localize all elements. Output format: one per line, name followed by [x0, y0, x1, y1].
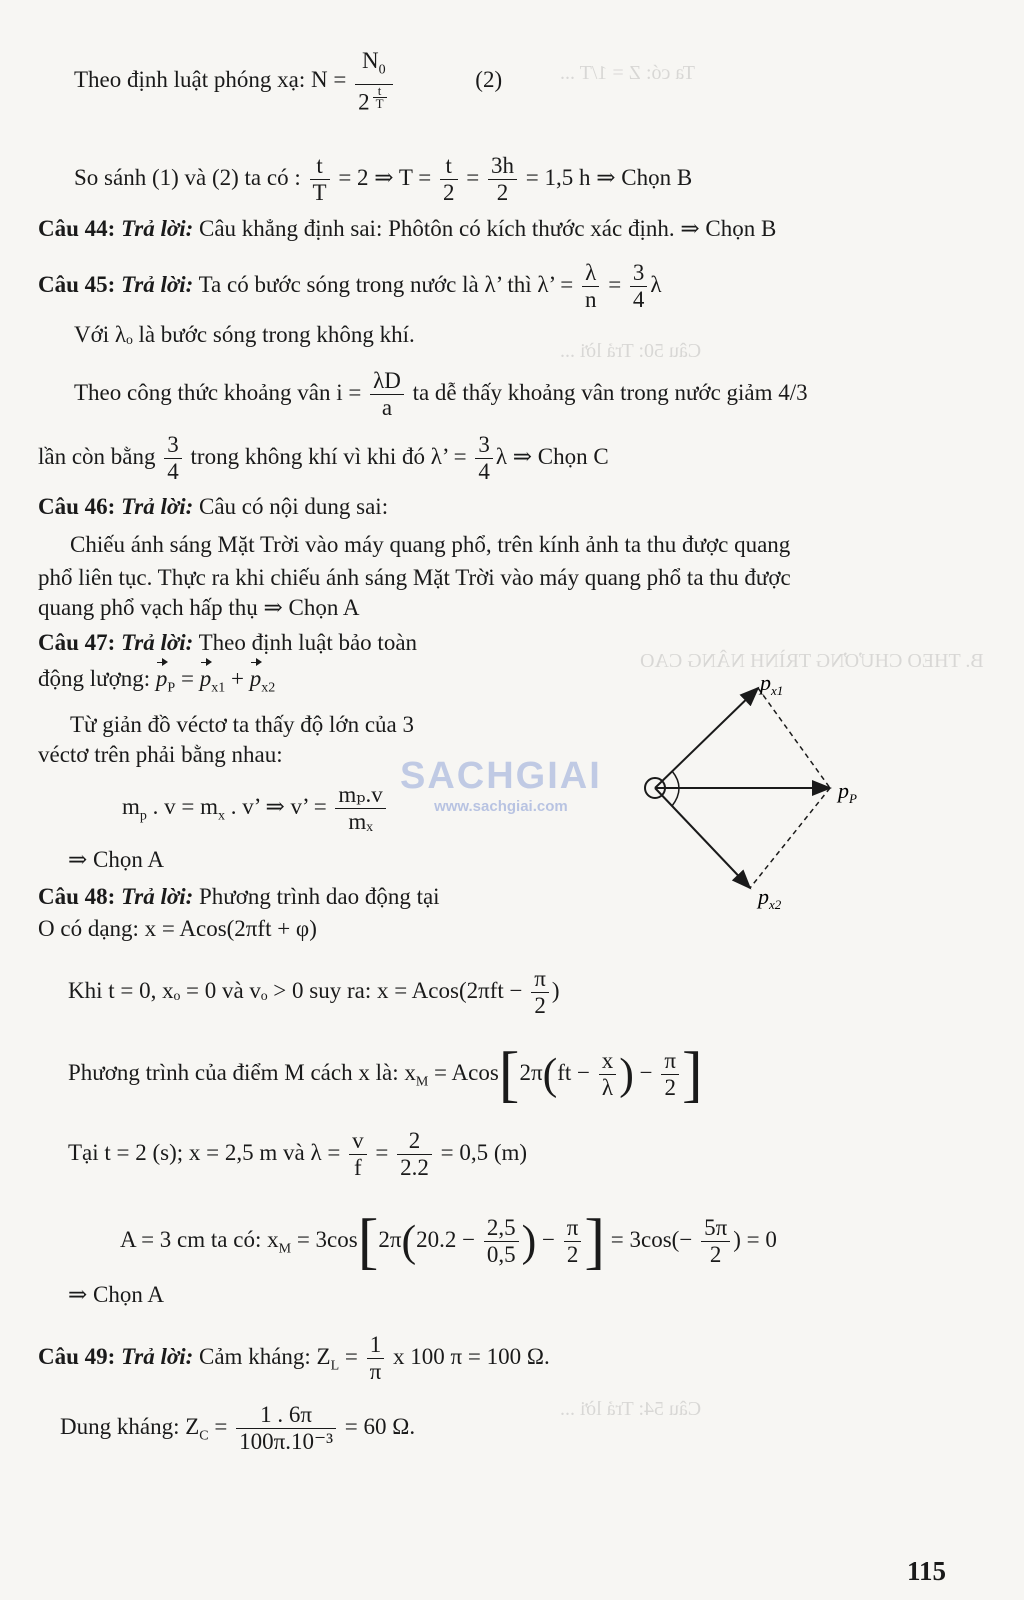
question-45-line-3: Theo công thức khoảng vân i = $\frac{\lambda D}{a}$ ta dễ thấy khoảng vân trong nước giảm 4/3 [74, 368, 808, 420]
vector-px1 [655, 688, 758, 788]
vector-px2 [655, 788, 750, 888]
capacitive-reactance-line: Dung kháng: $Z_C$ = $\frac{1 . 6\pi}{\text{100π.10⁻³}}$ = 60 Ω. [60, 1402, 416, 1454]
question-47-line-4: véctơ trên phải bằng nhau: [38, 742, 283, 767]
momentum-equation: động lượng: $p_P = p_{x1} + p_{x2}$ [38, 666, 276, 696]
label-pp: $p_P$ [838, 778, 857, 806]
question-48-line-3: Khi t = 0, xₒ = 0 và vₒ > 0 suy ra: x = Acos(2πft − $\frac{\pi}{2}$ ) [68, 966, 560, 1018]
question-48-answer: ⇒ Chọn A [68, 1282, 164, 1307]
question-47-answer: ⇒ Chọn A [68, 847, 164, 872]
question-46-line-3: phổ liên tục. Thực ra khi chiếu ánh sáng Mặt Trời vào máy quang phổ ta thu được [38, 565, 791, 590]
wavelength-line: Tại t = 2 (s); x = 2,5 m và λ = $\frac{v}{f}$ = $\frac{2}{2.2}$ = 0,5 (m) [68, 1128, 528, 1180]
question-48: Câu 48: Trả lời: Phương trình dao động tại [38, 884, 440, 909]
decay-law-line: Theo định luật phóng xạ: N = $N_0$ 2 $^{\frac{t}{T}}$ (2) [74, 48, 503, 115]
question-46: Câu 46: Trả lời: Câu có nội dung sai: [38, 494, 389, 519]
question-45-line-2: Với λₒ là bước sóng trong không khí. [74, 322, 415, 347]
question-45: Câu 45: Trả lời: Ta có bước sóng trong nước là λ’ thì λ’ = $\frac{\lambda}{n}$ = $\frac{3}{4}$ λ [38, 260, 662, 312]
bleed-through-text: Câu 50: Trả lời ... [560, 340, 702, 362]
question-47: Câu 47: Trả lời: Theo định luật bảo toàn [38, 630, 418, 655]
displacement-calculation: A = 3 cm ta có: $x_M = 3\cos[2\pi(20.2$ − $\frac{2,5}{0,5}$ ) − $\frac{\pi}{2}$ ] = 3cos(− $\frac{5\pi}{2}$ ) = 0 [120, 1207, 777, 1276]
bleed-through-text: B. THEO CHƯƠNG TRÌNH NÂNG CAO [640, 650, 984, 672]
decay-fraction: $N_0$ 2 $^{\frac{t}{T}}$ [355, 48, 392, 115]
watermark-url: www.sachgiai.com [434, 798, 568, 815]
watermark-logo: SACHGIAI [400, 755, 602, 797]
vector-diagram [630, 660, 890, 910]
label-px1: $p_{x1}$ [760, 670, 784, 698]
velocity-equation: $m_p$ . $v = m_x$ . v’ ⇒ v’ = $\frac{\text{mₚ.v}}{\text{mₓ}}$ [122, 782, 389, 835]
question-46-line-2: Chiếu ánh sáng Mặt Trời vào máy quang phổ, trên kính ảnh ta thu được quang [70, 532, 791, 557]
page-number: 115 [906, 1556, 946, 1586]
label-px2: $p_{x2}$ [758, 884, 782, 910]
dashed-line-bottom [750, 788, 830, 888]
question-49: Câu 49: Trả lời: Cảm kháng: $Z_L$ = $\frac{1}{\pi}$ x 100 π = 100 Ω. [38, 1332, 550, 1384]
watermark [400, 755, 602, 815]
comparison-line: So sánh (1) và (2) ta có : $\frac{t}{T}$ = 2 ⇒ T = $\frac{t}{2}$ = $\frac{3h}{2}$ = 1,5 h ⇒ Chọn B [74, 153, 693, 205]
bleed-through-text: Ta có: Z = 1/T ... [560, 62, 696, 84]
bleed-through-text: Câu 54: Trả lời ... [560, 1398, 702, 1420]
question-44: Câu 44: Trả lời: Câu khẳng định sai: Phôtôn có kích thước xác định. ⇒ Chọn B [38, 216, 777, 241]
wave-equation-M: Phương trình của điểm M cách x là: $x_M = Acos[2\pi(ft$ − $\frac{x}{\lambda}$ ) − $\frac{\pi}{2}$ ] [68, 1040, 703, 1109]
question-46-line-4: quang phổ vạch hấp thụ ⇒ Chọn A [38, 595, 360, 620]
question-45-line-4: lần còn bằng $\frac{3}{4}$ trong không khí vì khi đó λ’ = $\frac{3}{4}$ λ ⇒ Chọn C [38, 432, 609, 484]
dashed-line-top [758, 688, 830, 788]
question-48-line-2: O có dạng: x = Acos(2πft + φ) [38, 916, 317, 941]
question-47-line-3: Từ giản đồ véctơ ta thấy độ lớn của 3 [70, 712, 415, 737]
